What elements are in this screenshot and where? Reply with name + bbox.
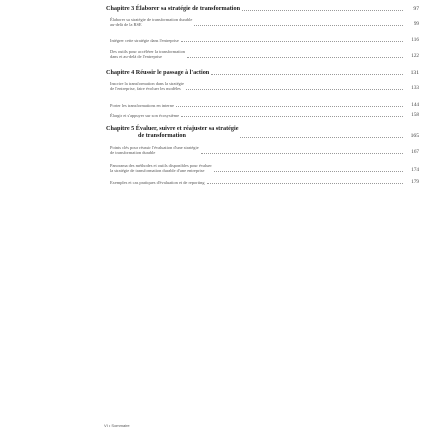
chapter-3-title: Chapitre 3 Élaborer sa stratégie de transformation bbox=[106, 5, 241, 12]
section-page: 116 bbox=[411, 37, 419, 43]
page-footer: VI • Sommaire bbox=[104, 423, 130, 428]
dot-leader bbox=[186, 89, 403, 90]
section-title: Panorama des méthodes et outils disponibles pour évaluer la stratégie de transformation durable d'une entreprise bbox=[110, 163, 212, 174]
dot-leader bbox=[214, 171, 403, 172]
toc-chapter-5[interactable] bbox=[106, 125, 419, 139]
dot-leader bbox=[211, 74, 403, 75]
dot-leader bbox=[181, 116, 403, 117]
dot-leader bbox=[207, 183, 403, 184]
toc-section-5-2[interactable] bbox=[110, 163, 419, 173]
section-title: Points clés pour réussir l'évaluation d'une stratégie de transformation durable bbox=[110, 145, 199, 156]
section-title: Intégrer cette stratégie dans l'entreprise bbox=[110, 37, 179, 43]
section-page: 144 bbox=[411, 102, 419, 108]
section-title: Élaborer sa stratégie de transformation durable au-delà de la RSE bbox=[110, 17, 193, 28]
toc-chapter-4[interactable] bbox=[106, 69, 419, 76]
toc-section-3-2[interactable] bbox=[110, 37, 419, 43]
section-page: 122 bbox=[411, 53, 419, 60]
chapter-5-page: 165 bbox=[410, 133, 419, 139]
section-title: Élargir et s'appuyer sur son écosystème bbox=[110, 112, 180, 118]
dot-leader bbox=[242, 10, 403, 11]
chapter-5-title: Chapitre 5 Évaluer, suivre et réajuster sa stratégie de transformation bbox=[106, 125, 239, 139]
toc-section-5-1[interactable] bbox=[110, 145, 419, 155]
section-title: Exemples et cas pratiques d'évaluation et de reporting bbox=[110, 179, 205, 185]
section-page: 174 bbox=[411, 167, 419, 174]
toc-section-4-3[interactable] bbox=[110, 112, 419, 118]
dot-leader bbox=[176, 106, 403, 107]
toc-section-4-1[interactable] bbox=[110, 81, 419, 91]
chapter-4-page: 131 bbox=[410, 70, 419, 76]
dot-leader bbox=[240, 137, 403, 138]
toc-section-5-3[interactable] bbox=[110, 179, 419, 185]
chapter-3-page: 97 bbox=[413, 6, 419, 12]
section-page: 179 bbox=[411, 179, 419, 185]
toc-section-4-2[interactable] bbox=[110, 102, 419, 108]
section-page: 99 bbox=[413, 21, 419, 28]
toc-section-3-3[interactable] bbox=[110, 49, 419, 59]
section-page: 133 bbox=[411, 85, 419, 92]
section-page: 167 bbox=[411, 149, 419, 156]
toc-section-3-1[interactable] bbox=[110, 17, 419, 27]
section-page: 158 bbox=[411, 112, 419, 118]
dot-leader bbox=[201, 153, 403, 154]
dot-leader bbox=[181, 41, 403, 42]
dot-leader bbox=[194, 25, 403, 26]
chapter-4-title: Chapitre 4 Réussir le passage à l'action bbox=[106, 69, 210, 76]
section-title: Porter les transformations en interne bbox=[110, 102, 174, 108]
dot-leader bbox=[187, 57, 403, 58]
section-title: Des outils pour accélérer la transformation dans et au-delà de l'entreprise bbox=[110, 49, 185, 60]
section-title: Inscrire la transformation dans la stratégie de l'entreprise, faire évoluer les modèles bbox=[110, 81, 185, 92]
toc-chapter-3[interactable] bbox=[106, 5, 419, 12]
